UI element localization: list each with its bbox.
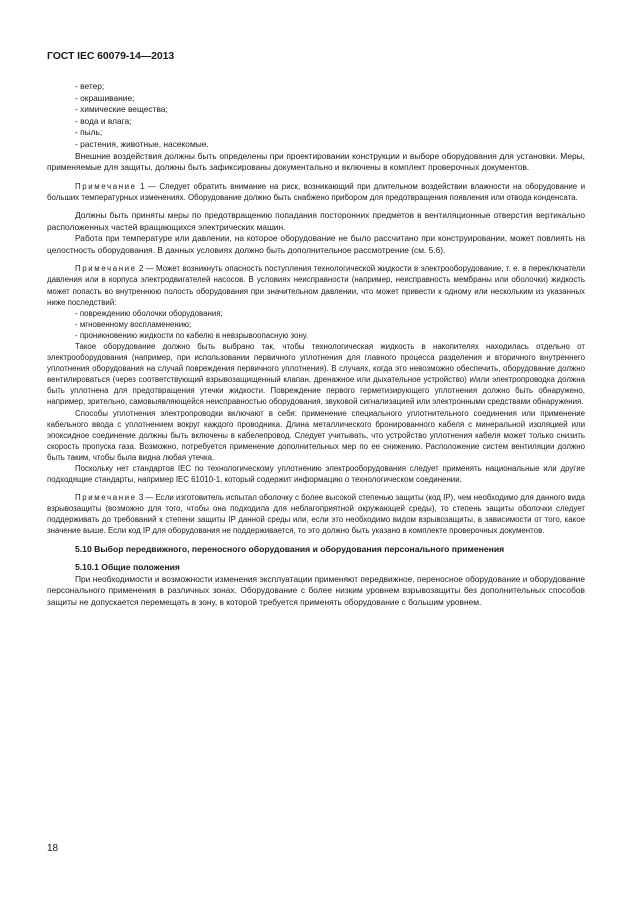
note-text: 3 — Если изготовитель испытал оболочку с более высокой степенью защиты (код IP), чем необходимо для данного вида взрывозащиты (возможно для того, чтобы она подходила для неблагоприятной окружающей среды), то степень защиты оболочки следует поддерживать до требований к степени защиты IP данной среды или, если это необходимо видом взрывозащиты, в зависимости от того, какое значение выше. Если код IP для оборудования не поддерживается, то это должно быть указано в комплекте проверочных документов.	[47, 493, 585, 536]
section-heading: 5.10 Выбор передвижного, переносного оборудования и оборудования персонального применения	[75, 543, 505, 554]
list-item: - окрашивание;	[75, 92, 135, 103]
standard-header: ГОСТ IEC 60079-14—2013	[47, 50, 175, 62]
paragraph: При необходимости и возможности изменения эксплуатации применяют передвижное, переносное оборудование и оборудование персонального применения в различных зонах. Оборудование с более низким уровнем взрывозащиты без дополнительных способов защиты не допускается перемещать в зону, в которой требуется применять оборудование с большим уровнем.	[47, 573, 585, 607]
note-2	[47, 263, 585, 307]
note-3	[47, 492, 585, 536]
list-item: - повреждению оболочки оборудования;	[75, 308, 223, 318]
note-text: 1 — Следует обратить внимание на риск, возникающий при длительном воздействии влажности на оборудование и больших температурных изменениях. Оборудование должно быть снабжено прибором для предотвращения появления или отвода конденсата.	[47, 181, 585, 202]
note-text: 2 — Может возникнуть опасность поступления технологической жидкости в электрооборудование, т. е. в переключатели давления или в корпуса электродвигателей насосов. В условиях неисправности (например, неисправность мембраны или оболочки) жидкость может попасть во внутреннюю полость оборудования при значительном давлении, что может привести к одному или нескольким из указанных ниже последствий:	[47, 264, 585, 307]
list-item: - вода и влага;	[75, 115, 132, 126]
list-item: - химические вещества;	[75, 104, 168, 115]
list-item: - пыль;	[75, 127, 103, 138]
list-item: - растения, животные, насекомые.	[75, 138, 209, 149]
list-item: - мгновенному воспламенению;	[75, 319, 192, 329]
list-item: - ветер;	[75, 81, 105, 91]
document-body	[47, 81, 585, 609]
page-number: 18	[47, 843, 59, 854]
paragraph: Такое оборудование должно быть выбрано так, чтобы технологическая жидкость в накопителях находилась отдельно от электрооборудования (например, при использовании первичного уплотнения для главного процесса разделения и вторичного внутреннего уплотнения оборудования на случай повреждения первичного уплотнения). В случаях, когда это невозможно обеспечить, оборудование должно вентилироваться (через соответствующий взрывозащищенный клапан, дренажное или дыхательное устройство) и/или электропроводка должна быть уплотнена для предотвращения утечки жидкости. Повреждение первого герметизирующего уплотнения должно быть обнаружено, например, зрительно, самовыявляющейся неисправностью оборудования, звуковой сигнализацией или электронными средствами обнаружения.	[47, 341, 585, 407]
note-label: Примечание	[75, 264, 137, 274]
list-item: - проникновению жидкости по кабелю в невзрывоопасную зону.	[75, 330, 309, 340]
note-label: Примечание	[75, 181, 137, 191]
subsection-heading: 5.10.1 Общие положения	[75, 562, 180, 573]
note-label: Примечание	[75, 493, 137, 503]
paragraph: Способы уплотнения электропроводки включают в себя: применение специального уплотнительного соединения или применение кабельного ввода с уплотнением вокруг каждого проводника. Длина металлического бронированного кабеля с минеральной изоляцией или эпоксидное соединение должны быть включены в кабелепровод. Следует учитывать, что устройство уплотнения кабеля может только снизить скорость пропуска газа. Возможно, потребуется применение дополнительных мер по ее снижению. Расположение систем вентиляции должно быть таким, чтобы была видна любая утечка.	[47, 408, 585, 462]
paragraph: Работа при температуре или давлении, на которое оборудование не было рассчитано при конструировании, может повлиять на целостность оборудования. В данных условиях должно быть дополнительное рассмотрение (см. 5.6).	[47, 233, 585, 255]
paragraph: Должны быть приняты меры по предотвращению попадания посторонних предметов в вентиляционные отверстия вертикально расположенных частей вращающихся электрических машин.	[47, 209, 585, 232]
paragraph: Внешние воздействия должны быть определены при проектировании конструкции и выборе оборудования для установки. Меры, применяемые для защиты, должны быть зафиксированы документально и включены в комплект проверочных документов.	[47, 150, 585, 173]
note-1	[47, 181, 585, 203]
paragraph: Поскольку нет стандартов IEC по технологическому уплотнению электрооборудования следует применять национальные или другие подходящие стандарты, например IEC 61010-1, который содержит информацию о технологическом соединении.	[47, 464, 585, 485]
